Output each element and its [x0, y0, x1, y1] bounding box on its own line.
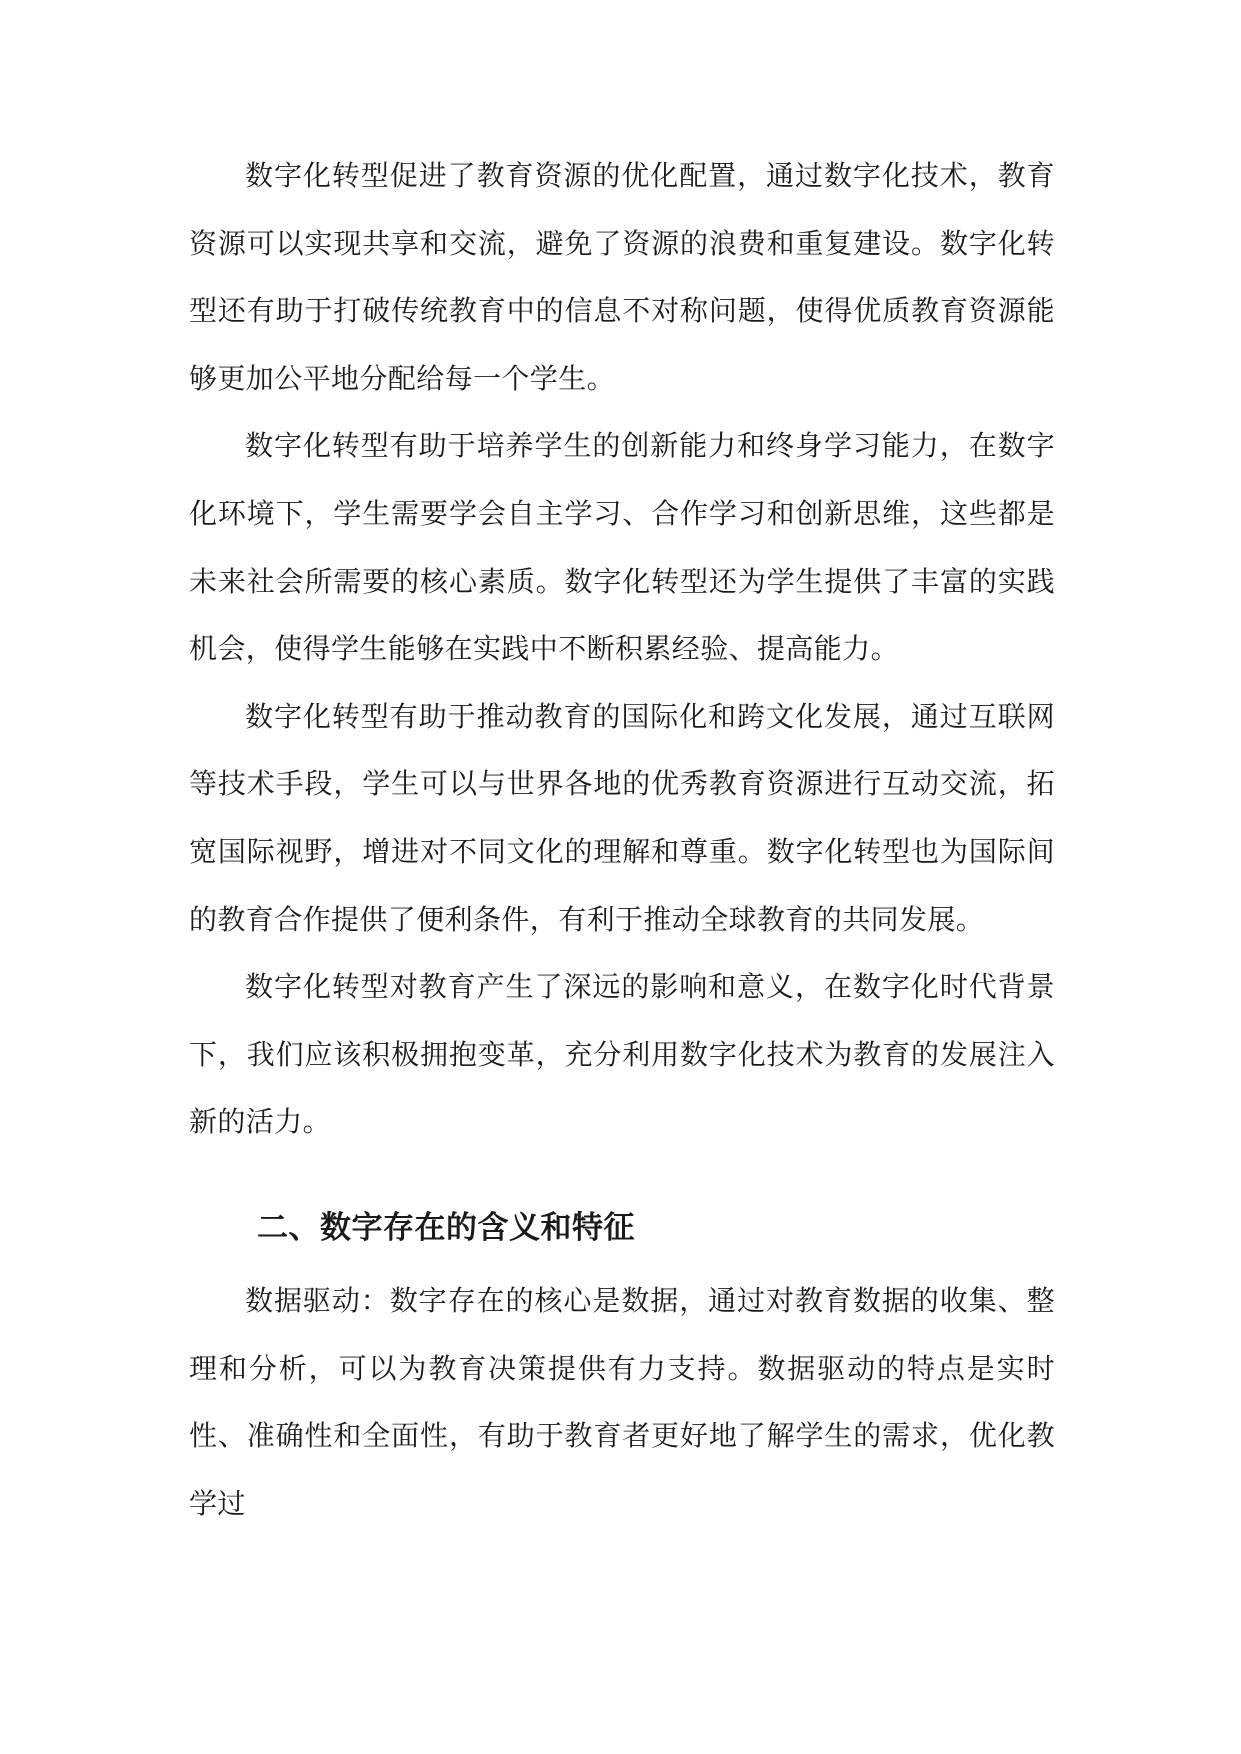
paragraph-conclusion: 数字化转型对教育产生了深远的影响和意义，在数字化时代背景下，我们应该积极拥抱变革，充分利用数字化技术为教育的发展注入新的活力。 [189, 970, 1055, 1139]
paragraph-resource-optimization: 数字化转型促进了教育资源的优化配置，通过数字化技术，教育资源可以实现共享和交流，避免了资源的浪费和重复建设。数字化转型还有助于打破传统教育中的信息不对称问题，使得优质教育资源能够更加公平地分配给每一个学生。 [189, 159, 1055, 395]
paragraph-innovation-ability: 数字化转型有助于培养学生的创新能力和终身学习能力，在数字化环境下，学生需要学会自主学习、合作学习和创新思维，这些都是未来社会所需要的核心素质。数字化转型还为学生提供了丰富的实践机会，使得学生能够在实践中不断积累经验、提高能力。 [189, 429, 1055, 666]
section-heading: 二、数字存在的含义和特征 [257, 1209, 635, 1246]
paragraph-internationalization: 数字化转型有助于推动教育的国际化和跨文化发展，通过互联网等技术手段，学生可以与世界各地的优秀教育资源进行互动交流，拓宽国际视野，增进对不同文化的理解和尊重。数字化转型也为国际间的教育合作提供了便利条件，有利于推动全球教育的共同发展。 [189, 699, 1055, 936]
paragraph-data-driven: 数据驱动：数字存在的核心是数据，通过对教育数据的收集、整理和分析，可以为教育决策提供有力支持。数据驱动的特点是实时性、准确性和全面性，有助于教育者更好地了解学生的需求，优化教学过 [189, 1283, 1055, 1520]
document-body [189, 142, 1055, 1537]
